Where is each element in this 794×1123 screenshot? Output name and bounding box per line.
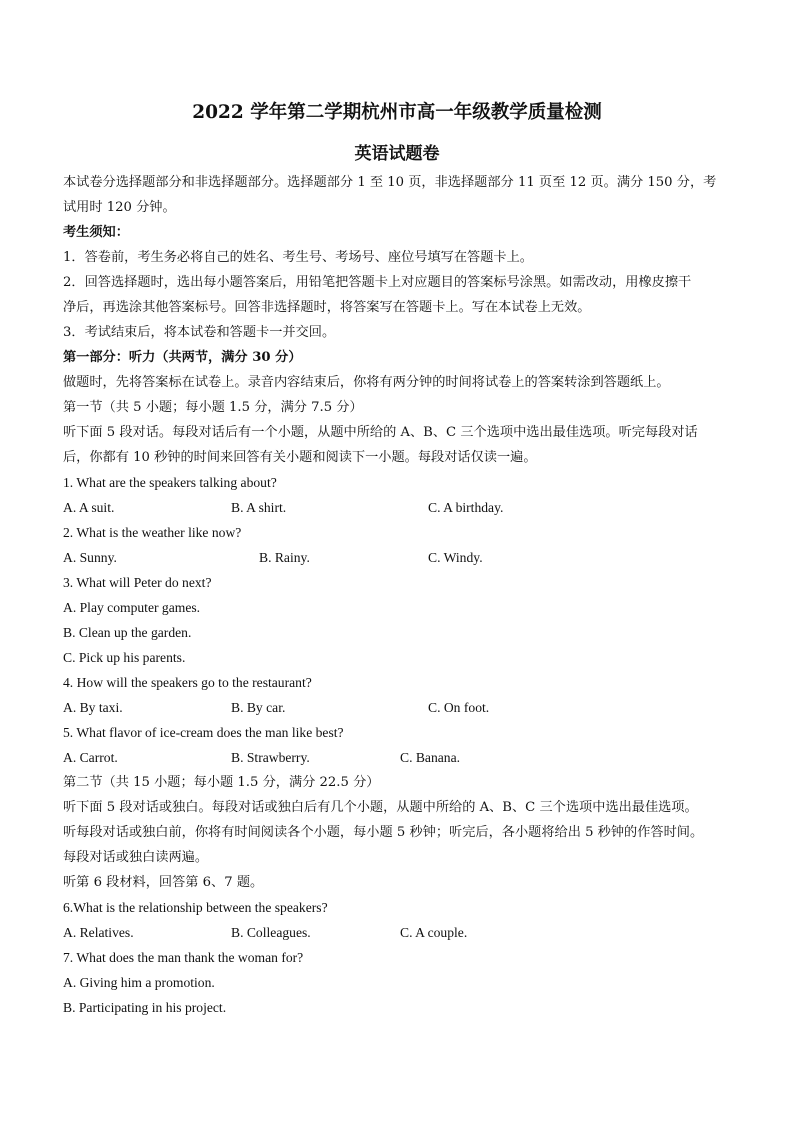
notice-heading: 考生须知：: [63, 225, 129, 240]
q4-option-b: B. By car.: [231, 700, 286, 715]
q2-option-c: C. Windy.: [428, 550, 483, 565]
question-2: 2. What is the weather like now?: [63, 525, 242, 540]
q3-option-a: A. Play computer games.: [63, 600, 201, 615]
q7-option-a: A. Giving him a promotion.: [63, 975, 215, 990]
q4-option-a: A. By taxi.: [63, 700, 123, 715]
exam-subtitle: 英语试题卷: [354, 144, 440, 164]
question-4: 4. How will the speakers go to the restaurant?: [63, 675, 312, 690]
notice-item-2b: 净后，再选涂其他答案标号。回答非选择题时，将答案写在答题卡上。写在本试卷上无效。: [63, 300, 591, 315]
section2-heading: 第二节（共 15 小题；每小题 1.5 分，满分 22.5 分）: [63, 775, 380, 790]
q2-option-b: B. Rainy.: [259, 550, 310, 565]
intro-line-2: 试用时 120 分钟。: [63, 200, 176, 215]
question-7: 7. What does the man thank the woman for?: [63, 950, 304, 965]
q2-option-a: A. Sunny.: [63, 550, 117, 565]
notice-item-2a: 2．回答选择题时，选出每小题答案后，用铅笔把答题卡上对应题目的答案标号涂黑。如需改动，用橡皮擦干: [63, 275, 692, 290]
part1-heading: 第一部分：听力（共两节，满分 30 分）: [63, 350, 302, 365]
q1-option-a: A. A suit.: [63, 500, 115, 515]
section1-instruction-1: 听下面 5 段对话。每段对话后有一个小题，从题中所给的 A、B、C 三个选项中选出最佳选项。听完每段对话: [63, 425, 698, 440]
question-5: 5. What flavor of ice-cream does the man like best?: [63, 725, 344, 740]
question-1: 1. What are the speakers talking about?: [63, 475, 277, 490]
question-3: 3. What will Peter do next?: [63, 575, 212, 590]
intro-line-1: 本试卷分选择题部分和非选择题部分。选择题部分 1 至 10 页，非选择题部分 11 页至 12 页。满分 150 分，考: [63, 175, 717, 190]
q3-option-c: C. Pick up his parents.: [63, 650, 186, 665]
q7-option-b: B. Participating in his project.: [63, 1000, 227, 1015]
q5-option-b: B. Strawberry.: [231, 750, 310, 765]
part1-instruction: 做题时，先将答案标在试卷上。录音内容结束后，你将有两分钟的时间将试卷上的答案转涂到答题纸上。: [63, 375, 670, 390]
section1-heading: 第一节（共 5 小题；每小题 1.5 分，满分 7.5 分）: [63, 400, 363, 415]
section2-instruction-3: 每段对话或独白读两遍。: [63, 850, 209, 865]
q5-option-a: A. Carrot.: [63, 750, 118, 765]
section2-instruction-1: 听下面 5 段对话或独白。每段对话或独白后有几个小题，从题中所给的 A、B、C 三个选项中选出最佳选项。: [63, 800, 698, 815]
notice-item-3: 3．考试结束后，将本试卷和答题卡一并交回。: [63, 325, 336, 340]
section2-instruction-2: 听每段对话或独白前，你将有时间阅读各个小题，每小题 5 秒钟；听完后，各小题将给出 5 秒钟的作答时间。: [63, 825, 704, 840]
notice-item-1: 1．答卷前，考生务必将自己的姓名、考生号、考场号、座位号填写在答题卡上。: [63, 250, 533, 265]
question-6: 6.What is the relationship between the speakers?: [63, 900, 328, 915]
q6-option-b: B. Colleagues.: [231, 925, 311, 940]
q6-option-c: C. A couple.: [400, 925, 468, 940]
q1-option-b: B. A shirt.: [231, 500, 287, 515]
q4-option-c: C. On foot.: [428, 700, 490, 715]
section1-instruction-2: 后，你都有 10 秒钟的时间来回答有关小题和阅读下一小题。每段对话仅读一遍。: [63, 450, 537, 465]
q5-option-c: C. Banana.: [400, 750, 461, 765]
q1-option-c: C. A birthday.: [428, 500, 504, 515]
q3-option-b: B. Clean up the garden.: [63, 625, 192, 640]
q6-option-a: A. Relatives.: [63, 925, 134, 940]
material-6-label: 听第 6 段材料，回答第 6、7 题。: [63, 875, 264, 890]
exam-title: 2022 学年第二学期杭州市高一年级教学质量检测: [192, 102, 602, 123]
